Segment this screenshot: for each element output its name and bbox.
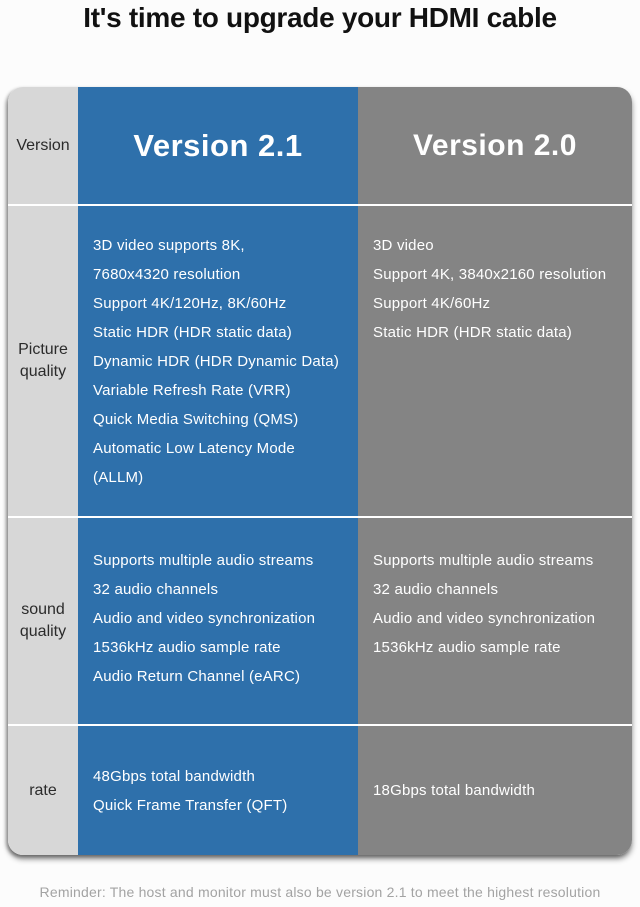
- feature-line: Static HDR (HDR static data): [373, 324, 572, 341]
- feature-line: 7680x4320 resolution: [93, 266, 241, 283]
- feature-line: Support 4K, 3840x2160 resolution: [373, 266, 607, 283]
- version-2-0-header: Version 2.0: [358, 87, 632, 204]
- picture-quality-row: [8, 204, 632, 516]
- feature-line: Audio and video synchronization: [373, 610, 596, 627]
- feature-line: 1536kHz audio sample rate: [93, 639, 281, 656]
- sound-quality-row: [8, 516, 632, 724]
- rate-label: rate: [8, 726, 78, 855]
- feature-line: Dynamic HDR (HDR Dynamic Data): [93, 353, 340, 370]
- sound-quality-v21-cell: [78, 518, 358, 724]
- feature-line: 18Gbps total bandwidth: [373, 782, 536, 799]
- feature-line: Audio and video synchronization: [93, 610, 316, 627]
- feature-line: Supports multiple audio streams: [93, 552, 314, 569]
- version-header-row: [8, 87, 632, 204]
- feature-line: (ALLM): [93, 469, 144, 486]
- feature-line: Quick Frame Transfer (QFT): [93, 796, 288, 814]
- picture-quality-v20-cell: [358, 206, 632, 516]
- version-row-label: Version: [8, 87, 78, 204]
- feature-line: 32 audio channels: [93, 581, 219, 598]
- feature-line: 3D video: [373, 237, 434, 254]
- sound-quality-v20-cell: [358, 518, 632, 724]
- feature-line: Automatic Low Latency Mode: [93, 440, 295, 457]
- feature-line: Supports multiple audio streams: [373, 552, 594, 569]
- feature-line: 32 audio channels: [373, 581, 499, 598]
- version-2-1-header: Version 2.1: [78, 87, 358, 204]
- feature-line: Support 4K/60Hz: [373, 295, 491, 312]
- feature-line: 3D video supports 8K,: [93, 237, 245, 254]
- picture-quality-v21-cell: [78, 206, 358, 516]
- rate-v21-cell: [78, 726, 358, 855]
- page-title: It's time to upgrade your HDMI cable: [83, 2, 557, 33]
- rate-row: [8, 724, 632, 855]
- feature-line: 48Gbps total bandwidth: [93, 767, 256, 785]
- feature-line: Variable Refresh Rate (VRR): [93, 382, 291, 399]
- picture-quality-label: Picture quality: [8, 206, 78, 516]
- feature-line: 1536kHz audio sample rate: [373, 639, 561, 656]
- feature-line: Quick Media Switching (QMS): [93, 411, 299, 428]
- reminder-text: Reminder: The host and monitor must also be version 2.1 to meet the highest resolution: [39, 884, 601, 900]
- feature-line: Audio Return Channel (eARC): [93, 668, 301, 685]
- sound-quality-label: sound quality: [8, 518, 78, 724]
- hdmi-comparison-table: [8, 87, 632, 855]
- feature-line: Static HDR (HDR static data): [93, 324, 292, 341]
- feature-line: Support 4K/120Hz, 8K/60Hz: [93, 295, 287, 312]
- rate-v20-cell: [358, 726, 632, 855]
